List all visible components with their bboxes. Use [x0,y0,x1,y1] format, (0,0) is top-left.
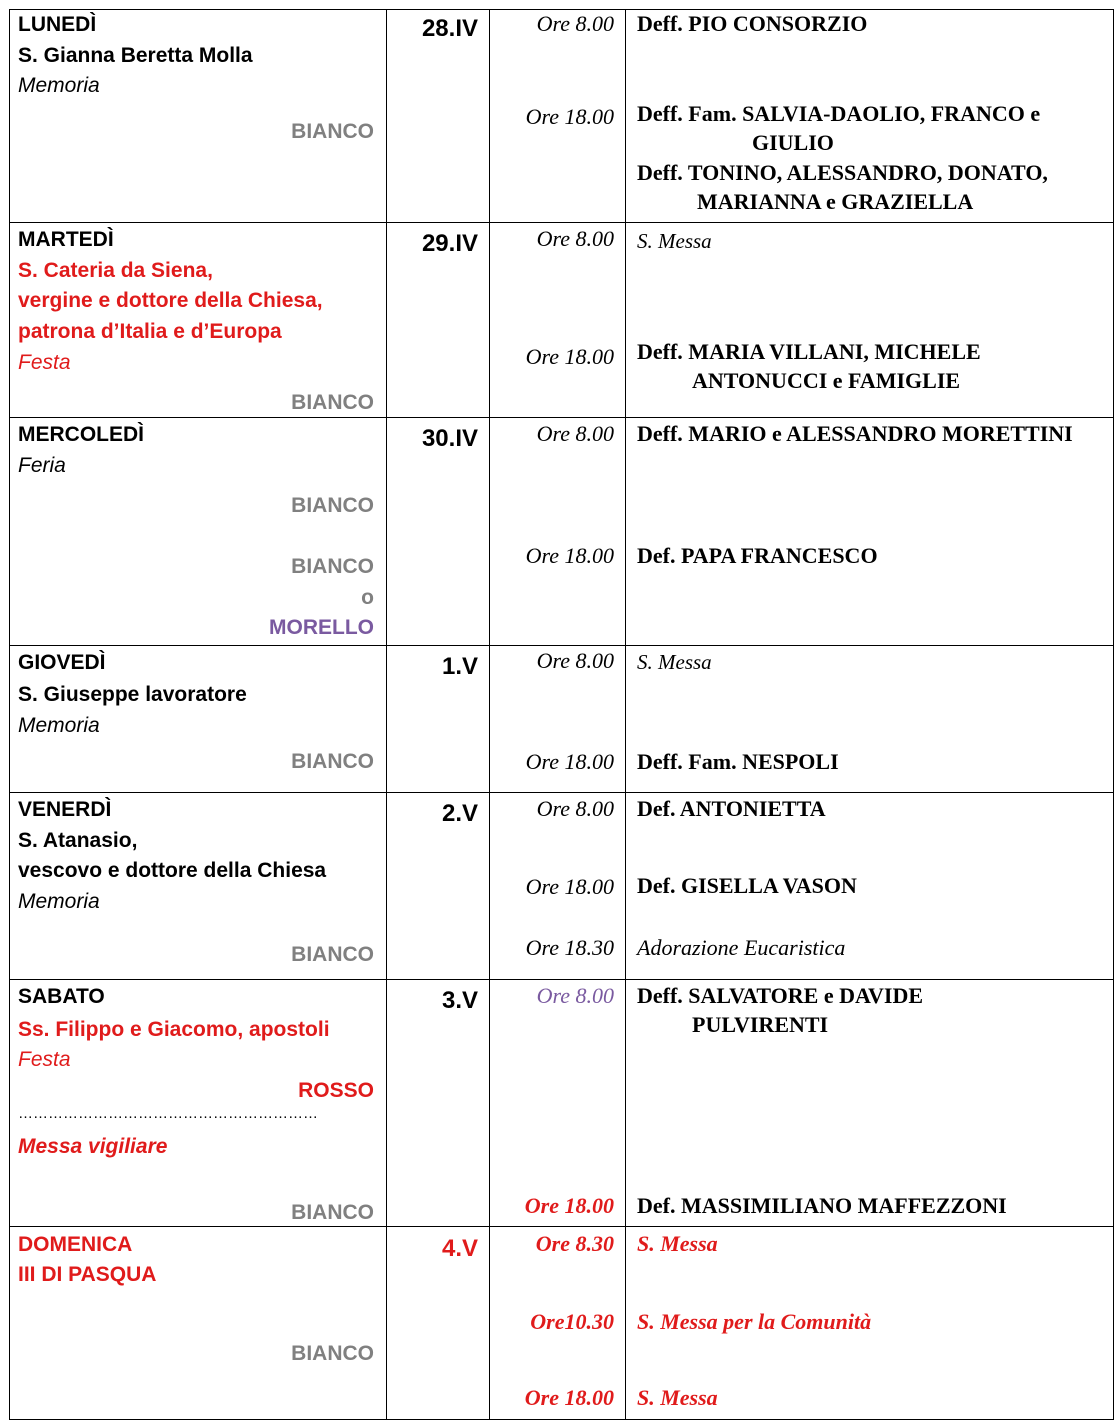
mass-time: Ore 8.30 [535,1231,614,1256]
mass-time: Ore 18.00 [524,1193,614,1218]
saint-name: patrona d’Italia e d’Europa [18,320,282,343]
mass-intention: Def. ANTONIETTA [637,796,826,821]
mass-intention: ANTONUCCI e FAMIGLIE [692,368,961,393]
mass-intention: Def. PAPA FRANCESCO [637,543,878,568]
liturgical-color: BIANCO [291,1342,374,1365]
vigil-mass-label: Messa vigiliare [18,1135,168,1158]
saint-name: S. Giuseppe lavoratore [18,683,247,706]
mass-intention: Deff. Fam. NESPOLI [637,749,839,774]
saint-name: Ss. Filippo e Giacomo, apostoli [18,1018,330,1041]
liturgical-color: BIANCO [291,391,374,414]
row-divider [9,222,1114,223]
mass-time: Ore 18.00 [524,1385,614,1410]
row-divider [9,979,1114,980]
liturgical-rank: Memoria [18,890,100,913]
day-name: VENERDÌ [18,798,112,821]
saint-name: S. Gianna Beretta Molla [18,44,253,67]
table-border-right [1113,9,1114,1420]
mass-intention: Deff. PIO CONSORZIO [637,11,868,36]
mass-intention: Def. GISELLA VASON [637,873,857,898]
mass-time: Ore 8.00 [536,648,614,673]
liturgical-color: ROSSO [298,1079,374,1102]
mass-intention: Def. MASSIMILIANO MAFFEZZONI [637,1193,1007,1218]
liturgical-color: BIANCO [291,555,374,578]
mass-intention: S. Messa [637,1231,718,1256]
mass-intention: Deff. MARIA VILLANI, MICHELE [637,339,981,364]
mass-intention: S. Messa [637,650,712,674]
mass-time: Ore 8.00 [536,983,614,1008]
liturgical-rank: Memoria [18,714,100,737]
date: 28.IV [421,15,478,42]
date: 1.V [441,653,478,680]
table-border-top [9,9,1114,10]
row-divider [9,1226,1114,1227]
row-divider [9,417,1114,418]
dotted-separator: …………………………………………………… [18,1105,318,1122]
mass-time: Ore 18.00 [525,543,614,568]
mass-intention: Deff. SALVATORE e DAVIDE [637,983,924,1008]
column-divider [489,9,490,1420]
day-name: GIOVEDÌ [18,651,106,674]
table-border-left [9,9,10,1420]
liturgical-color-or: o [361,586,374,609]
sunday-subtitle: III DI PASQUA [18,1263,157,1286]
date: 30.IV [421,425,478,452]
liturgical-color: BIANCO [291,494,374,517]
mass-time: Ore10.30 [530,1309,614,1334]
saint-name: vergine e dottore della Chiesa, [18,289,323,312]
column-divider [625,9,626,1420]
day-name: MARTEDÌ [18,228,114,251]
mass-time: Ore 18.00 [525,874,614,899]
date: 29.IV [421,230,478,257]
day-name: MERCOLEDÌ [18,423,144,446]
mass-time: Ore 18.00 [525,344,614,369]
saint-name: S. Cateria da Siena, [18,259,213,282]
mass-time: Ore 18.00 [525,104,614,129]
liturgical-rank: Memoria [18,74,100,97]
liturgical-rank: Festa [18,351,71,374]
day-name: LUNEDÌ [18,13,97,36]
mass-intention: Deff. MARIO e ALESSANDRO MORETTINI [637,421,1073,446]
day-name: SABATO [18,985,105,1008]
mass-intention: Deff. Fam. SALVIA-DAOLIO, FRANCO e [637,101,1041,126]
date: 4.V [441,1235,478,1262]
mass-time: Ore 8.00 [536,796,614,821]
saint-name: vescovo e dottore della Chiesa [18,859,327,882]
column-divider [386,9,387,1420]
liturgical-color: MORELLO [269,616,374,639]
day-name: DOMENICA [18,1233,133,1256]
mass-intention: S. Messa [637,229,712,253]
liturgical-color: BIANCO [291,1201,374,1224]
liturgical-rank: Festa [18,1048,71,1071]
mass-intention: Deff. TONINO, ALESSANDRO, DONATO, [637,160,1048,185]
liturgical-color: BIANCO [291,750,374,773]
liturgical-color: BIANCO [291,120,374,143]
mass-intention: S. Messa per la Comunità [637,1309,872,1334]
liturgical-color: BIANCO [291,943,374,966]
date: 2.V [441,800,478,827]
mass-time: Ore 8.00 [536,11,614,36]
mass-intention: MARIANNA e GRAZIELLA [697,189,974,214]
mass-time: Ore 18.00 [525,749,614,774]
mass-intention: PULVIRENTI [692,1012,829,1037]
liturgical-rank: Feria [18,454,66,477]
table-border-bottom [9,1419,1114,1420]
mass-intention: GIULIO [752,130,834,155]
mass-time: Ore 8.00 [536,421,614,446]
row-divider [9,645,1114,646]
mass-time: Ore 18.30 [525,935,614,960]
mass-time: Ore 8.00 [536,226,614,251]
mass-intention: S. Messa [637,1385,718,1410]
mass-intention: Adorazione Eucaristica [637,935,846,960]
row-divider [9,792,1114,793]
date: 3.V [441,987,478,1014]
saint-name: S. Atanasio, [18,829,138,852]
